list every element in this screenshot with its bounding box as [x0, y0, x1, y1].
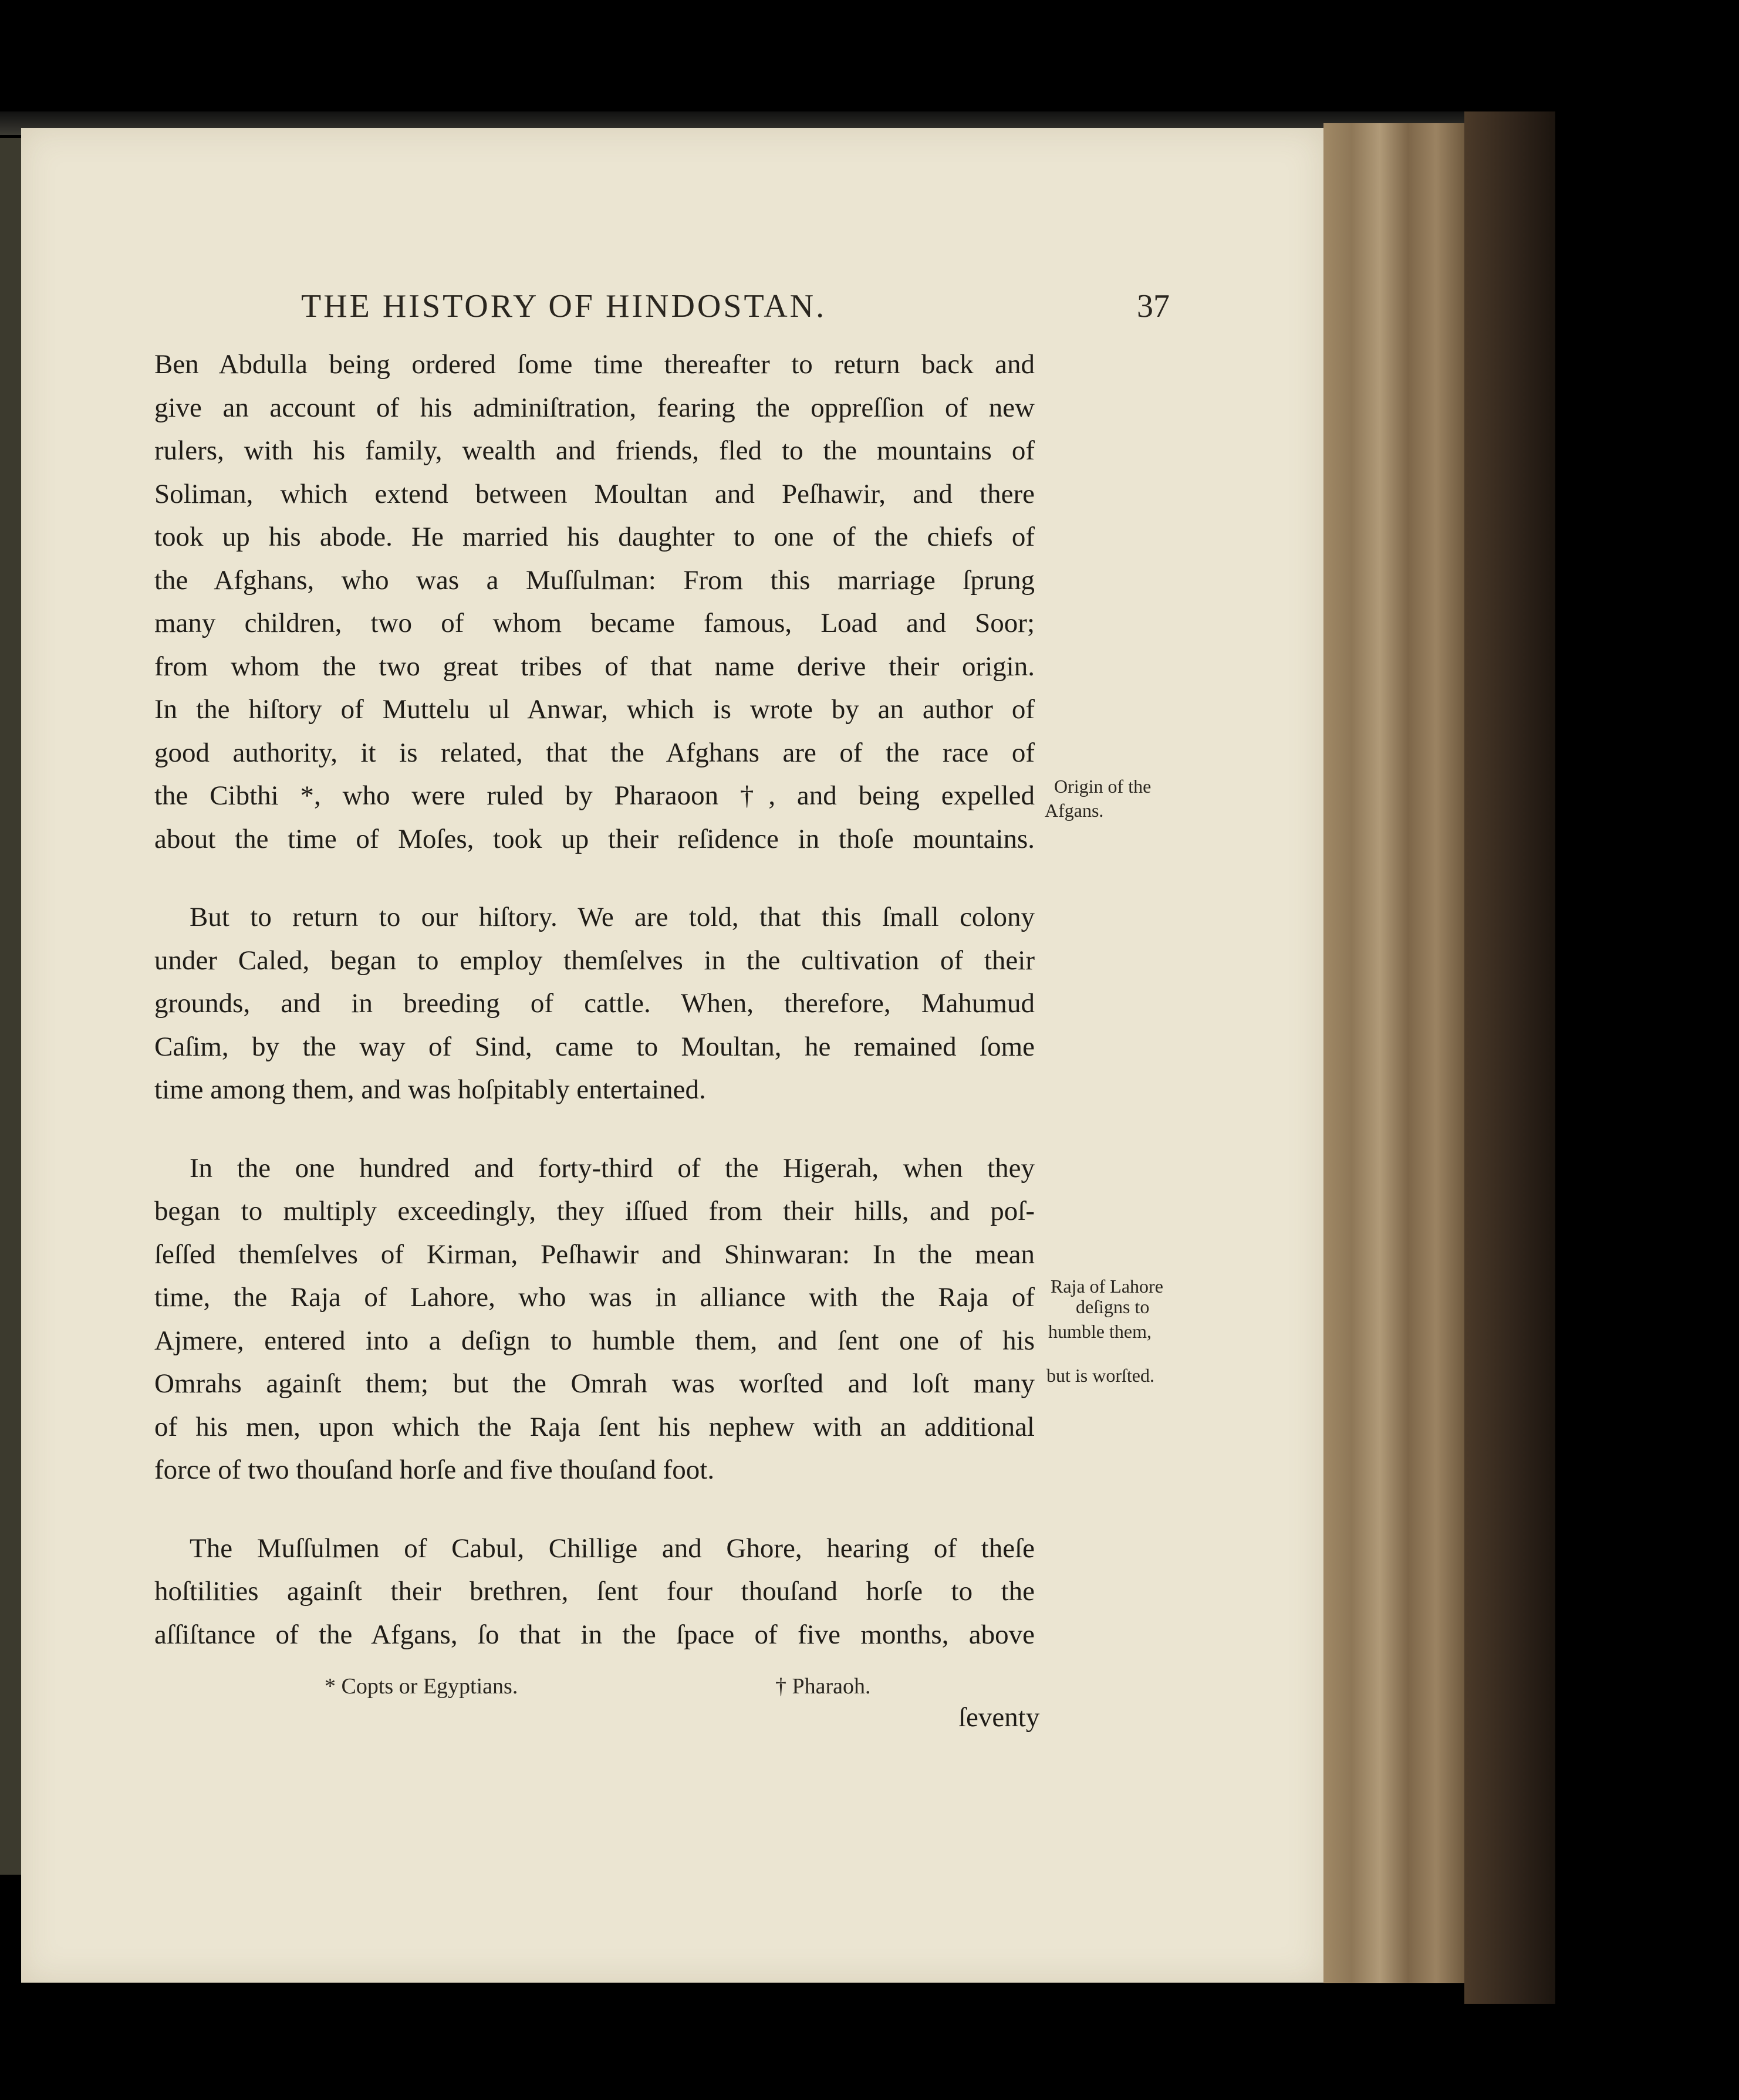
text-line: about the time of Moſes, took up their reſidence in thoſe mountains. [154, 823, 1035, 854]
text-line: began to multiply exceedingly, they iſſued from their hills, and poſ- [154, 1196, 1035, 1226]
margin-note-line: Raja of Lahore [1051, 1276, 1163, 1297]
text-line: of his men, upon which the Raja ſent his nephew with an additional [154, 1411, 1035, 1442]
page-number: 37 [1137, 288, 1170, 324]
text-line: many children, two of whom became famous, Load and Soor; [154, 608, 1035, 638]
margin-note-line: deſigns to [1076, 1296, 1150, 1317]
margin-note-line: Origin of the [1054, 776, 1152, 797]
text-line: grounds, and in breeding of cattle. When, therefore, Mahumud [154, 988, 1035, 1019]
margin-note-origin-cont [1045, 800, 1103, 820]
footnote-copts: * Copts or Egyptians. [325, 1674, 518, 1699]
text-line: Soliman, which extend between Moultan and Peſhawir, and there [154, 478, 1035, 509]
page-block-edge [1323, 123, 1464, 1983]
text-line: Omrahs againſt them; but the Omrah was worſted and loſt many [154, 1368, 1035, 1399]
text-line: In the one hundred and forty-third of the Higerah, when they [190, 1152, 1035, 1183]
text-line: rulers, with his family, wealth and friends, fled to the mountains of [154, 435, 1035, 466]
running-title: THE HISTORY OF HINDOSTAN. [301, 288, 827, 324]
text-line: Caſim, by the way of Sind, came to Moultan, he remained ſome [154, 1031, 1035, 1062]
book-cover [1464, 111, 1555, 2004]
text-line: good authority, it is related, that the Afghans are of the race of [154, 737, 1035, 768]
text-line: The Muſſulmen of Cabul, Chillige and Ghore, hearing of theſe [190, 1533, 1035, 1564]
margin-note-line: Afgans. [1045, 800, 1104, 821]
margin-note-line: humble them, [1048, 1321, 1152, 1342]
text-line: But to return to our hiſtory. We are told, that this ſmall colony [190, 902, 1035, 932]
page-header [301, 288, 1170, 329]
text-line: the Afghans, who was a Muſſulman: From this marriage ſprung [154, 564, 1035, 596]
text-line: aſſiſtance of the Afgans, ſo that in the ſpace of five months, above [154, 1619, 1035, 1650]
text-line: the Cibthi *, who were ruled by Pharaoon †, and being expelled [154, 780, 1035, 811]
footnote-pharaoh: † Pharaoh. [775, 1674, 871, 1699]
margin-note-raja-4 [1046, 1365, 1154, 1385]
body-text [154, 343, 1035, 1656]
margin-note-line: but is worſted. [1046, 1365, 1154, 1386]
text-line: time among them, and was hoſpitably entertained. [154, 1074, 706, 1105]
left-page-edge [0, 138, 21, 1875]
text-line: under Caled, began to employ themſelves in the cultivation of their [154, 945, 1035, 976]
text-line: In the hiſtory of Muttelu ul Anwar, which is wrote by an author of [154, 694, 1035, 725]
text-line: took up his abode. He married his daughter to one of the chiefs of [154, 522, 1035, 552]
catchword: ſeventy [958, 1702, 1040, 1733]
text-line: Ben Abdulla being ordered ſome time thereafter to return back and [154, 349, 1035, 380]
margin-note-origin [1054, 776, 1151, 796]
margin-note-raja-2 [1076, 1297, 1149, 1317]
text-line: from whom the two great tribes of that name derive their origin. [154, 651, 1035, 682]
text-line: force of two thouſand horſe and five thouſand foot. [154, 1455, 715, 1485]
text-line: hoſtilities againſt their brethren, ſent four thouſand horſe to the [154, 1576, 1035, 1607]
text-line: give an account of his adminiſtration, fearing the oppreſſion of new [154, 392, 1035, 423]
text-line: Ajmere, entered into a deſign to humble them, and ſent one of his [154, 1325, 1035, 1356]
text-line: time, the Raja of Lahore, who was in alliance with the Raja of [154, 1282, 1035, 1313]
margin-note-raja-3 [1048, 1321, 1152, 1341]
margin-note-raja [1051, 1276, 1163, 1296]
text-line: ſeſſed themſelves of Kirman, Peſhawir and Shinwaran: In the mean [154, 1239, 1035, 1270]
